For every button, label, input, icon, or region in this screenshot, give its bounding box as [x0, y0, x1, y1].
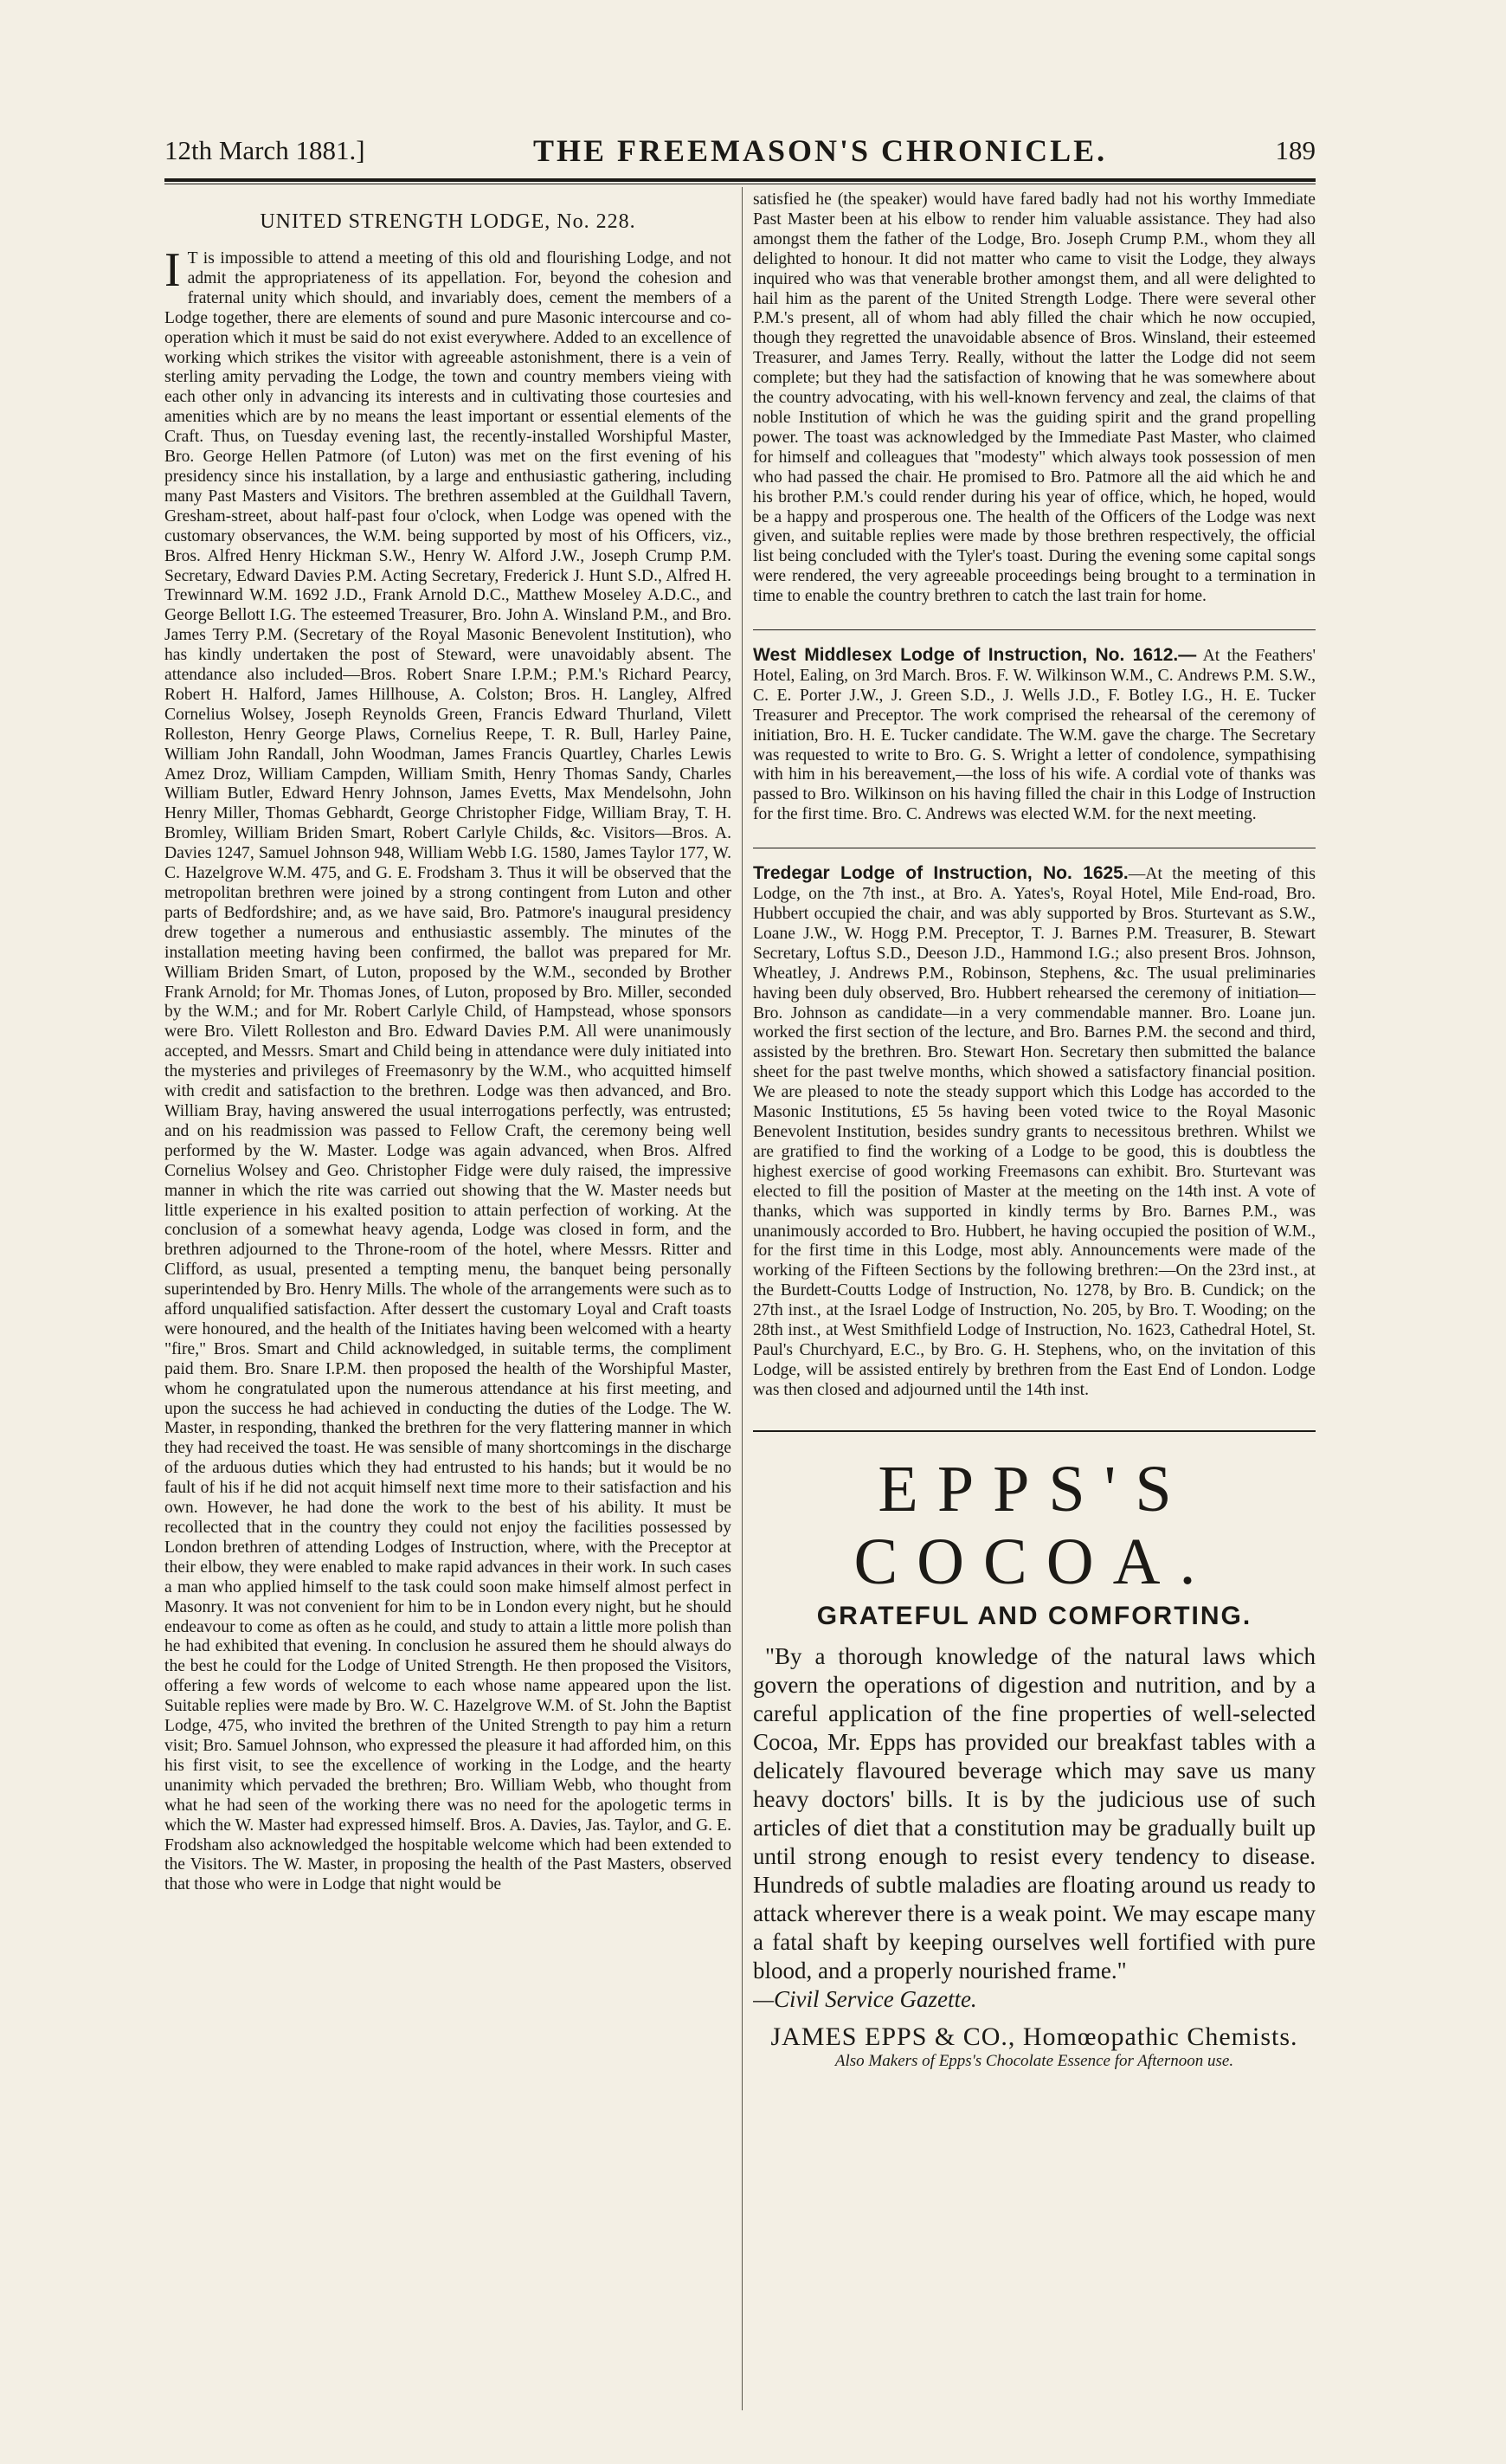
advertisement-rule: [753, 1430, 1316, 1432]
tredegar-body: —At the meeting of this Lodge, on the 7th inst., at Bro. A. Yates's, Royal Hotel, Mile End-road, Bro. Hubbert occupied the chair, and was ably supported by Bros. Sturtevant as S.W., Loane J.W., W. Hogg P.M. Preceptor, T. J. Barnes P.M. Treasurer, B. Stewart Secretary, Loftus S.D., Deeson J.D., Hammond I.G.; also present Bros. Johnson, Wheatley, J. Andrews P.M., Robinson, Stephens, &c. The usual preliminaries having been duly observed, Bro. Hubbert rehearsed the ceremony of initiation—Bro. Johnson as candidate—in a very commendable manner. Bro. Loane jun. worked the first section of the lecture, and Bro. Barnes P.M. the second and third, assisted by the brethren. Bro. Stewart Hon. Secretary then submitted the balance sheet for the past twelve months, which showed a satisfactory financial position. We are pleased to note the steady support which this Lodge has accorded to the Masonic Institutions, £5 5s having been voted twice to the Royal Masonic Benevolent Institution, besides sundry grants to necessitous brethren. Whilst we are gratified to find the working of a Lodge to be good, this is doubtless the highest exercise of good working Freemasons can exhibit. Bro. Sturtevant was elected to fill the position of Master at the meeting on the 14th inst. A vote of thanks, which was supported in kindly terms by Bro. Barnes P.M., was unanimously accorded to Bro. Hubbert, he having occupied the position of W.M., for the first time in this Lodge, most ably. Announcements were made of the working of the Fifteen Sections by the following brethren:—On the 23rd inst., at the Burdett-Coutts Lodge of Instruction, No. 1278, by Bro. B. Cundick; on the 27th inst., at the Israel Lodge of Instruction, No. 205, by Bro. T. Wooding; on the 28th inst., at West Smithfield Lodge of Instruction, No. 1623, Cathedral Hotel, St. Paul's Churchyard, E.C., by Bro. G. H. Stephens, who, on the invitation of this Lodge, will be assisted entirely by brethren from the East End of London. Lodge was then closed and adjourned until the 14th inst.: [753, 865, 1316, 1399]
article-west-middlesex: [753, 646, 1316, 825]
issue-date: 12th March 1881.]: [164, 135, 365, 165]
page-header: [164, 126, 1316, 175]
section-rule: [753, 629, 1316, 630]
tredegar-heading: Tredegar Lodge of Instruction, No. 1625.: [753, 863, 1129, 884]
ad-title: EPPS'S COCOA.: [853, 1452, 1215, 1598]
right-column: [753, 190, 1316, 2407]
left-column: [164, 190, 731, 2407]
ad-subtitle: GRATEFUL AND COMFORTING.: [816, 1601, 1252, 1630]
west-middlesex-heading: West Middlesex Lodge of Instruction, No. 1612.—: [753, 645, 1197, 666]
drop-cap: I: [164, 243, 181, 297]
publication-title: THE FREEMASON'S CHRONICLE.: [533, 133, 1108, 168]
article-body-united-strength: [164, 243, 731, 1895]
page-number: 189: [1275, 135, 1316, 165]
article-heading-united-strength: UNITED STRENGTH LODGE, No. 228.: [260, 210, 636, 233]
ad-firm: JAMES EPPS & CO., Homœopathic Chemists.: [770, 2022, 1298, 2051]
article-text: T is impossible to attend a meeting of this old and flourishing Lodge, and not admit the appropriateness of its appellation. For, beyond the cohesion and fraternal unity which should, and invariably does, cement the members of a Lodge together, there are elements of sound and pure Masonic intercourse and co-operation which it must be said do not exist everywhere. Added to an excellence of working which strikes the visitor with agreeable astonishment, there is a vein of sterling amity pervading the Lodge, the town and country members vieing with each other only in advancing its interests and in cultivating those courtesies and amenities which are by no means the least important or essential elements of the Craft. Thus, on Tuesday evening last, the recently-installed Worshipful Master, Bro. George Hellen Patmore (of Luton) was met on the first evening of his presidency since his installation, by a large and enthusiastic gathering, including many Past Masters and Visitors. The brethren assembled at the Guildhall Tavern, Gresham-street, about half-past four o'clock, when Lodge was opened with the customary observances, the W.M. being supported by most of his Officers, viz., Bros. Alfred Henry Hickman S.W., Henry W. Alford J.W., Joseph Crump P.M. Secretary, Edward Davies P.M. Acting Secretary, Frederick J. Hunt S.D., Alfred H. Trewinnard W.M. 1692 J.D., Frank Arnold D.C., Matthew Moseley A.D.C., and George Bellott I.G. The esteemed Treasurer, Bro. John A. Winsland P.M., and Bro. James Terry P.M. (Secretary of the Royal Masonic Benevolent Institution), who has kindly undertaken the post of Steward, were unavoidably absent. The attendance also included—Bros. Robert Snare I.P.M.; P.M.'s Richard Pearcy, Robert H. Halford, James Hillhouse, A. Colston; Bros. H. Langley, Alfred Cornelius Wolsey, Joseph Reynolds Green, Francis Edward Thurland, Vilett Rolleston, Henry George Plaws, Cornelius Reepe, T. R. Bull, Harley Paine, William John Randall, John Woodman, James Francis Quartley, Charles Lewis Amez Droz, William Campden, William Smith, Henry Thomas Sandy, Charles William Butler, Edward Henry Johnson, James Evetts, Max Mendelsohn, John Henry Miller, Thomas Gebhardt, George Christopher Fidge, William Bray, T. H. Bromley, William Briden Smart, Robert Carlyle Childs, &c. Visitors—Bros. A. Davies 1247, Samuel Johnson 948, William Webb I.G. 1580, James Taylor 177, W. C. Hazelgrove W.M. 475, and G. E. Frodsham 3. Thus it will be observed that the metropolitan brethren were joined by a strong contingent from Luton and other parts of Bedfordshire; and, as we have said, Bro. Patmore's inaugural presidency drew together a numerous and enthusiastic assembly. The minutes of the installation meeting having been confirmed, the ballot was prepared for Mr. William Briden Smart, of Luton, proposed by the W.M., seconded by Brother Frank Arnold; for Mr. Thomas Jones, of Luton, proposed by Bro. Miller, seconded by the W.M.; and for Mr. Robert Carlyle Child, of Hampstead, whose sponsors were Bro. Vilett Rolleston and Bro. Edward Davies P.M. All were unanimously accepted, and Messrs. Smart and Child being in attendance were duly initiated into the mysteries and privileges of Freemasonry by the W.M., who acquitted himself with credit and satisfaction to the brethren. Lodge was then advanced, and Bro. William Bray, having answered the usual interrogations perfectly, was entrusted; and on his readmission was passed to Fellow Craft, the ceremony being well performed by the W. Master. Lodge was again advanced, when Bros. Alfred Cornelius Wolsey and Geo. Christopher Fidge were duly raised, the impressive manner in which the rite was carried out showing that the W. Master needs but little experience in his exalted position to attain perfection of working. At the conclusion of a somewhat heavy agenda, Lodge was closed in form, and the brethren adjourned to the Throne-room of the hotel, where Messrs. Ritter and Clifford, as usual, presented a tempting menu, the banquet being personally superintended by Bro. Henry Mills. The whole of the arrangements were such as to afford unqualified satisfaction. After dessert the customary Loyal and Craft toasts were honoured, and the health of the Initiates having been welcomed with a hearty "fire," Bros. Smart and Child acknowledged, in suitable terms, the compliment paid them. Bro. Snare I.P.M. then proposed the health of the Worshipful Master, whom he congratulated upon the numerous attendance at his first meeting, and upon the success he had achieved in conducting the duties of the Lodge. The W. Master, in responding, thanked the brethren for the very flattering manner in which they had received the toast. He was sensible of many shortcomings in the discharge of the arduous duties which they had entrusted to his hands; but it would be no fault of his if he did not acquit himself next time more to their satisfaction and his own. However, he had done the work to the best of his ability. It must be recollected that in the country they could not enjoy the facilities possessed by London brethren of attending Lodges of Instruction, where, with the Preceptor at their elbow, they were enabled to make rapid advances in their work. In such cases a man who applied himself to the task could soon make himself almost perfect in Masonry. It was not convenient for him to be in London every night, but he should endeavour to come as often as he could, and study to attain a little more polish than he had exhibited that evening. In conclusion he assured them he should always do the best he could for the Lodge of United Strength. He then proposed the Visitors, offering a few words of welcome to each whose name appeared upon the list. Suitable replies were made by Bro. W. C. Hazelgrove W.M. of St. John the Baptist Lodge, 475, who invited the brethren of the United Strength to pay him a return visit; Bro. Samuel Johnson, who expressed the pleasure it had afforded him, on this his first visit, to see the excellence of working in the Lodge, and the hearty unanimity which pervaded the brethren; Bro. William Webb, who thought from what he had seen of the working there was no need for the apologetic terms in which the W. Master had expressed himself. Bros. A. Davies, Jas. Taylor, and G. E. Frodsham also acknowledged the hospitable welcome which had been extended to the Visitors. The W. Master, in proposing the health of the Past Masters, observed that those who were in Lodge that night would be: [164, 249, 731, 1894]
advertisement-epps-cocoa: [753, 1453, 1316, 2073]
west-middlesex-body: At the Feathers' Hotel, Ealing, on 3rd March. Bros. F. W. Wilkinson W.M., C. Andrews P.M. S.W., C. E. Porter J.W., J. Green S.D., J. Wells J.D., F. Botley I.G., H. E. Tucker Treasurer and Preceptor. The work comprised the rehearsal of the ceremony of initiation, Bro. H. E. Tucker candidate. The W.M. gave the charge. The Secretary was requested to write to Bro. G. S. Wright a letter of condolence, sympathising with him in his bereavement,—the loss of his wife. A cordial vote of thanks was passed to Bro. Wilkinson on his having filled the chair in this Lodge of Instruction for the first time. Bro. C. Andrews was elected W.M. for the next meeting.: [753, 647, 1316, 824]
article-tredegar: [753, 864, 1316, 1400]
header-rule-thick: [164, 178, 1316, 182]
column-divider: [742, 187, 743, 2410]
ad-tagline: Also Makers of Epps's Chocolate Essence for Afternoon use.: [834, 2052, 1234, 2071]
ad-source: —Civil Service Gazette.: [753, 1985, 977, 2012]
ad-body: "By a thorough knowledge of the natural laws which govern the operations of digestion and nutrition, and by a careful application of the fine properties of well-selected Cocoa, Mr. Epps has provided our breakfast tables with a delicately flavoured beverage which may save us many heavy doctors' bills. It is by the judicious use of such articles of diet that a constitution may be gradually built up until strong enough to resist every tendency to disease. Hundreds of subtle maladies are floating around us ready to attack wherever there is a weak point. We may escape many a fatal shaft by keeping ourselves well fortified with pure blood, and a properly nourished frame.": [753, 1642, 1316, 1983]
article-continuation: satisfied he (the speaker) would have fared badly had not his worthy Immediate Past Master been at his elbow to render him valuable assistance. They had also amongst them the father of the Lodge, Bro. Joseph Crump P.M., whom they all delighted to honour. It did not matter who came to visit the Lodge, they always inquired who was that venerable brother amongst them, and all were delighted to hail him as the parent of the United Strength Lodge. There were several other P.M.'s present, all of whom had ably filled the chair which he now occupied, though they regretted the unavoidable absence of Bros. Winsland, their esteemed Treasurer, and James Terry. Really, without the latter the Lodge did not seem complete; but they had the satisfaction of knowing that he was somewhere about the country advocating, with his well-known fervency and zeal, the claims of that noble Institution of which he was the guiding spirit and the grand propelling power. The toast was acknowledged by the Immediate Past Master, who claimed for himself and colleagues that "modesty" which always took possession of men who had passed the chair. He promised to Bro. Patmore all the aid which he and his brother P.M.'s could render during his year of office, which, he hoped, would be a happy and prosperous one. The health of the Officers of the Lodge was next given, and suitable replies were made by those brethren respectively, the official list being concluded with the Tyler's toast. During the evening some capital songs were rendered, the very agreeable proceedings being brought to a termination in time to enable the country brethren to catch the last train for home.: [753, 190, 1316, 606]
